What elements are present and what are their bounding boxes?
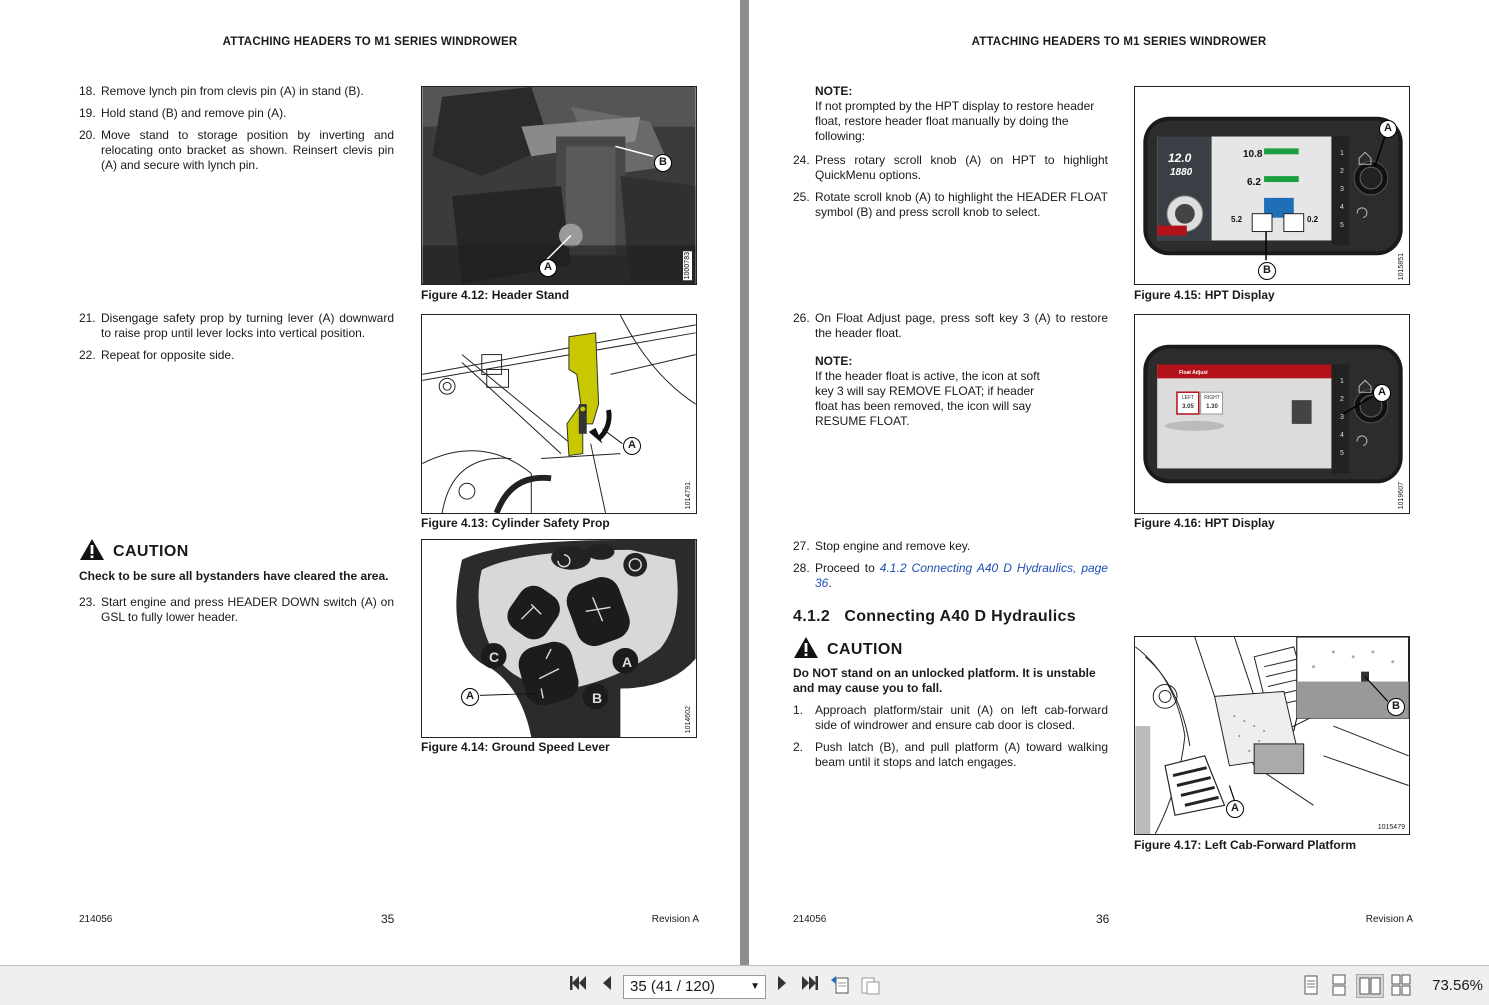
soft-key-3: 3	[1340, 186, 1344, 193]
hpt-value-3: 5.2	[1231, 215, 1243, 224]
soft-key-2: 2	[1340, 168, 1344, 175]
continuous-page-icon	[1330, 974, 1348, 996]
forward-view-button[interactable]	[858, 974, 882, 998]
callout-b: B	[1258, 262, 1276, 280]
section-heading: 4.1.2 Connecting A40 D Hydraulics	[793, 608, 1076, 625]
figure-id: 1014602	[685, 705, 692, 733]
callout-a: A	[623, 437, 641, 455]
figure-id: 1015479	[1377, 824, 1405, 831]
soft-key-1: 1	[1340, 378, 1344, 385]
hpt-display-drawing	[1135, 87, 1409, 284]
two-page-continuous-view-button[interactable]	[1389, 974, 1413, 998]
left-value: 3.05	[1182, 404, 1194, 410]
zoom-level[interactable]: 73.56%	[1432, 977, 1483, 994]
two-page-continuous-icon	[1390, 974, 1412, 996]
callout-b: B	[1387, 698, 1405, 716]
soft-key-1: 1	[1340, 150, 1344, 157]
single-page-view-button[interactable]	[1300, 974, 1322, 998]
page-number-select[interactable]: 35 (41 / 120) ▼	[623, 975, 766, 999]
step-27: 27. Stop engine and remove key.	[793, 539, 971, 553]
chevron-down-icon: ▼	[750, 981, 760, 992]
step-25: 25. Rotate scroll knob (A) to highlight the HEADER FLOAT symbol (B) and press scroll knob to select.	[793, 190, 1108, 219]
page-36	[749, 0, 1489, 965]
soft-key-5: 5	[1340, 450, 1344, 457]
hpt-value-2: 6.2	[1247, 177, 1261, 188]
hpt-float-adjust-drawing	[1135, 315, 1409, 513]
float-adjust-title: Float Adjust	[1179, 370, 1208, 376]
footer-page-number: 36	[1096, 912, 1110, 926]
first-page-button[interactable]	[566, 974, 590, 998]
step-18: 18. Remove lynch pin from clevis pin (A) in stand (B).	[79, 84, 364, 98]
figure-left-cab-forward-platform	[1134, 636, 1410, 835]
two-page-icon	[1358, 975, 1382, 997]
step-22: 22. Repeat for opposite side.	[79, 348, 235, 362]
step-20: 20. Move stand to storage position by inverting and relocating onto bracket as shown. Reinsert clevis pin (A) and secure with lynch pin.	[79, 128, 394, 172]
hpt-speed-readout: 12.0	[1168, 151, 1192, 165]
caution-heading: CAUTION	[793, 636, 903, 664]
caution-heading: CAUTION	[79, 538, 189, 566]
step-1: 1. Approach platform/stair unit (A) on left cab-forward side of windrower and ensure cab door is closed.	[793, 703, 1108, 732]
soft-key-2: 2	[1340, 396, 1344, 403]
figure-hpt-display-1	[1134, 86, 1410, 285]
callout-a: A	[461, 688, 479, 706]
step-28: 28. Proceed to 4.1.2 Connecting A40 D Hydraulics, page 36.	[793, 561, 1109, 590]
cab-platform-drawing	[1135, 637, 1409, 834]
hpt-soft-keys	[1335, 373, 1349, 463]
figure-caption: Figure 4.16: HPT Display	[1134, 516, 1275, 530]
footer-page-number: 35	[381, 912, 395, 926]
callout-a: A	[1373, 384, 1391, 402]
warning-triangle-icon	[79, 538, 105, 566]
figure-caption: Figure 4.17: Left Cab-Forward Platform	[1134, 838, 1357, 852]
gsl-button-a-label: A	[621, 654, 633, 670]
cross-reference-link[interactable]: 4.1.2 Connecting A40 D Hydraulics, page 36	[815, 561, 1109, 590]
page-35	[0, 0, 740, 965]
step-26: 26. On Float Adjust page, press soft key 3 (A) to restore the header float.	[793, 311, 1108, 340]
figure-caption: Figure 4.14: Ground Speed Lever	[421, 740, 610, 754]
back-view-button[interactable]	[828, 974, 852, 998]
ground-speed-lever-photo	[422, 540, 696, 737]
cylinder-safety-prop-drawing	[422, 315, 696, 513]
footer-revision: Revision A	[651, 914, 699, 925]
previous-page-button[interactable]	[597, 974, 617, 998]
single-page-icon	[1302, 974, 1320, 996]
right-label: RIGHT	[1204, 395, 1220, 401]
callout-b: B	[654, 154, 672, 172]
last-page-button[interactable]	[798, 974, 822, 998]
note-label: NOTE:	[815, 354, 853, 368]
figure-caption: Figure 4.15: HPT Display	[1134, 288, 1275, 302]
figure-caption: Figure 4.12: Header Stand	[421, 288, 570, 302]
gsl-button-c-label: C	[488, 649, 500, 665]
header-stand-photo	[422, 87, 696, 284]
step-21: 21. Disengage safety prop by turning lever (A) downward to raise prop until lever locks into vertical position.	[79, 311, 394, 340]
page-header-title: ATTACHING HEADERS TO M1 SERIES WINDROWER	[971, 36, 1267, 48]
caution-text: Check to be sure all bystanders have cleared the area.	[79, 569, 389, 583]
soft-key-3: 3	[1340, 414, 1344, 421]
next-page-button[interactable]	[772, 974, 792, 998]
figure-ground-speed-lever	[421, 539, 697, 738]
page-gap	[740, 0, 749, 965]
page-header-title: ATTACHING HEADERS TO M1 SERIES WINDROWER	[222, 36, 518, 48]
note-text: If the header float is active, the icon at soft key 3 will say REMOVE FLOAT; if header float has been removed, the icon will say RESUME FLOAT.	[815, 369, 1040, 428]
figure-caption: Figure 4.13: Cylinder Safety Prop	[421, 516, 610, 530]
callout-a: A	[539, 259, 557, 277]
last-page-icon	[800, 974, 820, 992]
footer-doc-number: 214056	[793, 914, 827, 925]
figure-id: 1000783	[684, 251, 691, 279]
back-view-icon	[829, 974, 851, 996]
forward-view-icon	[859, 974, 881, 996]
figure-id: 1014791	[685, 481, 692, 509]
hpt-value-4: 0.2	[1307, 215, 1319, 224]
hpt-soft-keys	[1335, 145, 1349, 235]
figure-cylinder-safety-prop	[421, 314, 697, 514]
previous-page-icon	[600, 974, 614, 992]
step-23: 23. Start engine and press HEADER DOWN switch (A) on GSL to fully lower header.	[79, 595, 394, 624]
left-label: LEFT	[1181, 395, 1195, 401]
warning-triangle-icon	[793, 636, 819, 664]
callout-a: A	[1226, 800, 1244, 818]
note-text: If not prompted by the HPT display to restore header float, restore header float manually by doing the following:	[815, 99, 1095, 143]
figure-hpt-display-2	[1134, 314, 1410, 514]
step-2: 2. Push latch (B), and pull platform (A) toward walking beam until it stops and latch engages.	[793, 740, 1108, 769]
caution-text: Do NOT stand on an unlocked platform. It is unstable and may cause you to fall.	[793, 666, 1096, 695]
soft-key-4: 4	[1340, 204, 1344, 211]
callout-a: A	[1379, 120, 1397, 138]
hpt-value-1: 10.8	[1243, 149, 1263, 160]
soft-key-5: 5	[1340, 222, 1344, 229]
note-label: NOTE:	[815, 84, 853, 98]
right-value: 1.30	[1206, 404, 1218, 410]
figure-id: 1015851	[1398, 252, 1405, 280]
soft-key-4: 4	[1340, 432, 1344, 439]
first-page-icon	[568, 974, 588, 992]
figure-header-stand	[421, 86, 697, 285]
step-19: 19. Hold stand (B) and remove pin (A).	[79, 106, 287, 120]
hpt-rpm-readout: 1880	[1170, 167, 1193, 178]
footer-revision: Revision A	[1365, 914, 1413, 925]
next-page-icon	[775, 974, 789, 992]
viewer-toolbar	[0, 965, 1489, 1005]
two-page-view-button[interactable]	[1356, 974, 1384, 998]
figure-id: 1019607	[1398, 481, 1405, 509]
continuous-view-button[interactable]	[1328, 974, 1350, 998]
step-24: 24. Press rotary scroll knob (A) on HPT to highlight QuickMenu options.	[793, 153, 1108, 182]
footer-doc-number: 214056	[79, 914, 113, 925]
gsl-button-b-label: B	[591, 690, 603, 706]
